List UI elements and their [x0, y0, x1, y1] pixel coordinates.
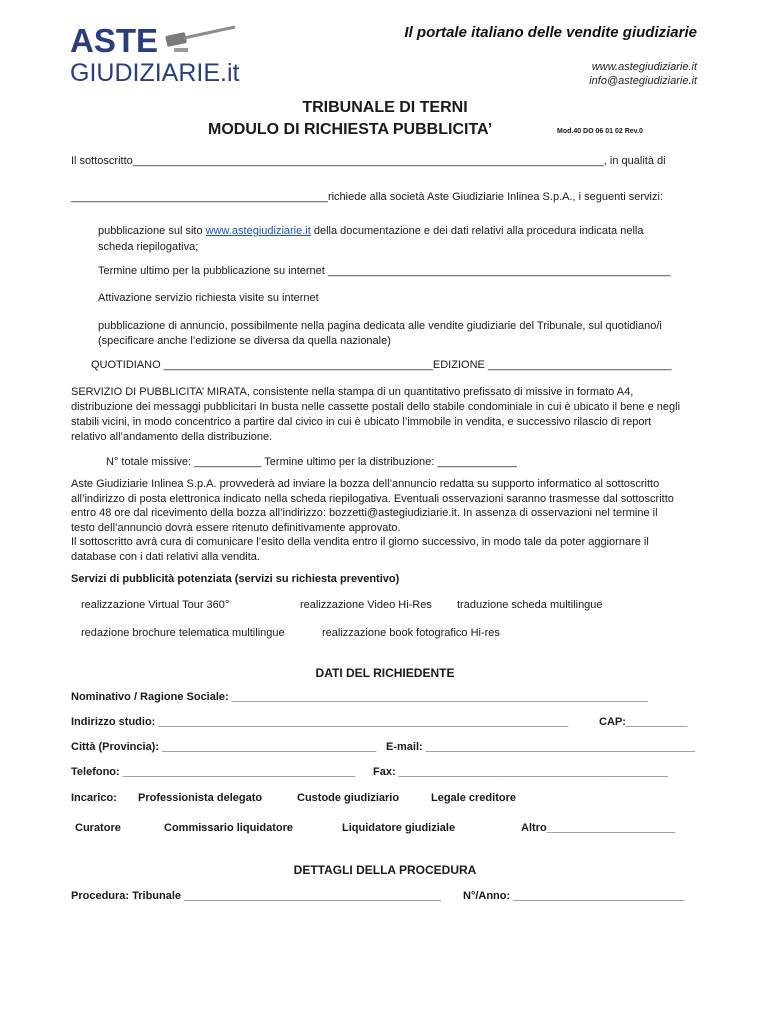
notice-line-5: Il sottoscritto avrà cura di comunicare l’esito della vendita entro il giorno successivo, in modo tale da poter aggiornare il: [71, 536, 649, 548]
service-newspaper-ad[interactable]: pubblicazione di annuncio, possibilmente nella pagina dedicata alle vendite giudiziarie del Tribunale, sul quotidiano/i: [98, 320, 662, 332]
service-website-line2: scheda riepilogativa;: [98, 241, 199, 253]
role-altro-field[interactable]: Altro_____________________: [521, 822, 676, 834]
service-website-publication[interactable]: [98, 224, 698, 239]
enhanced-services-heading: Servizi di pubblicità potenziata (servizi su richiesta preventivo): [71, 573, 400, 585]
court-title: TRIBUNALE DI TERNI: [302, 99, 468, 116]
role-liquidatore-giudiziale[interactable]: Liquidatore giudiziale: [342, 822, 456, 834]
contact-block: [589, 60, 697, 88]
applicant-heading: DATI DEL RICHIEDENTE: [315, 666, 455, 680]
city-field[interactable]: Città (Provincia): ___________________________________: [71, 741, 377, 753]
website-link[interactable]: www.astegiudiziarie.it: [591, 61, 697, 73]
role-legale-creditore[interactable]: Legale creditore: [431, 792, 516, 804]
role-professionista-delegato[interactable]: Professionista delegato: [138, 792, 263, 804]
notice-line-4: testo dell’annuncio dovrà essere ritenuto definitivamente approvato.: [71, 521, 401, 534]
number-year-field[interactable]: N°/Anno: ____________________________: [463, 890, 685, 902]
email-link[interactable]: info@astegiudiziarie.it: [589, 75, 697, 87]
site-link[interactable]: www.astegiudiziarie.it: [205, 225, 311, 237]
option-video-hires[interactable]: realizzazione Video Hi-Res: [300, 599, 432, 611]
service-visit-requests[interactable]: Attivazione servizio richiesta visite su internet: [98, 292, 319, 304]
option-virtual-tour[interactable]: realizzazione Virtual Tour 360°: [81, 599, 230, 611]
role-commissario-liquidatore[interactable]: Commissario liquidatore: [164, 822, 293, 834]
form-reference: Mod.40 DO 06 01 02 Rev.0: [557, 128, 643, 135]
email-field[interactable]: E-mail: ____________________________________________: [386, 741, 695, 753]
notice-line-3: entro 48 ore dal ricevimento della bozza all’indirizzo: bozzetti@astegiudiziarie.it. In assenza di osservazioni nel termine il: [71, 507, 658, 519]
mirata-line-1: SERVIZIO DI PUBBLICITA’ MIRATA, consistente nella stampa di un quantitativo prefissato di missive in formato A4,: [71, 386, 634, 398]
intro-line-2: __________________________________________richiede alla società Aste Giudiziarie Inlinea S.p.A., i seguenti servizi:: [71, 191, 664, 203]
mirata-line-3: stabili vicini, in modo concentrico a partire dal civico in cui è ubicato l’immobile in vendita, e successivo rilascio di report: [71, 416, 652, 428]
service-text-pre: pubblicazione sul sito: [98, 225, 203, 237]
notice-line-2: all’indirizzo di posta elettronica indicato nella scheda riepilogativa. Eventuali osservazioni saranno trasmesse dal sottoscritto: [71, 492, 674, 505]
option-translation[interactable]: traduzione scheda multilingue: [457, 599, 603, 611]
role-label: Incarico:: [71, 792, 117, 804]
intro-line-1: Il sottoscritto_____________________________________________________________________________, in qualità di: [71, 155, 666, 167]
gavel-icon: [165, 27, 235, 52]
notice-line-6: database con i dati relativi alla vendita.: [71, 550, 260, 563]
logo-line1: ASTE: [70, 22, 159, 59]
portal-tagline: Il portale italiano delle vendite giudiziarie: [404, 24, 697, 41]
name-field[interactable]: Nominativo / Ragione Sociale: ____________________________________________________________________: [71, 691, 648, 703]
service-newspaper-note: (specificare anche l’edizione se diversa da quella nazionale): [98, 335, 391, 347]
targeted-advertising-service[interactable]: [71, 385, 701, 445]
notice-paragraph: [71, 477, 701, 564]
mirata-line-4: relativo all’andamento della distribuzione.: [71, 431, 273, 443]
option-photo-book[interactable]: realizzazione book fotografico Hi-res: [322, 627, 500, 639]
missives-total-field[interactable]: N° totale missive: ___________ Termine ultimo per la distribuzione: _____________: [106, 456, 517, 468]
cap-field[interactable]: CAP:__________: [599, 716, 688, 728]
option-brochure[interactable]: redazione brochure telematica multilingue: [81, 627, 285, 639]
role-curatore[interactable]: Curatore: [75, 822, 121, 834]
procedure-heading: DETTAGLI DELLA PROCEDURA: [293, 863, 477, 877]
notice-line-1: Aste Giudiziarie Inlinea S.p.A. provvederà ad inviare la bozza dell’annuncio redatta su supporto informatico al sottoscritto: [71, 478, 660, 490]
aste-giudiziarie-logo: [70, 22, 250, 86]
logo-line2: GIUDIZIARIE.it: [70, 59, 240, 86]
service-deadline-internet[interactable]: Termine ultimo per la pubblicazione su internet ________________________________________________________: [98, 265, 671, 277]
fax-field[interactable]: Fax: ____________________________________________: [373, 766, 668, 778]
tribunal-field[interactable]: Procedura: Tribunale __________________________________________: [71, 890, 442, 902]
form-title: MODULO DI RICHIESTA PUBBLICITA’: [208, 121, 493, 138]
phone-field[interactable]: Telefono: ______________________________________: [71, 766, 356, 778]
mirata-line-2: distribuzione dei messaggi pubblicitari In busta nelle cassette postali dello stabile condominiale in cui è ubicato il bene e negli: [71, 401, 681, 413]
newspaper-edition-field[interactable]: QUOTIDIANO ____________________________________________EDIZIONE ______________________________: [91, 359, 672, 371]
service-text-post: della documentazione e dei dati relativi alla procedura indicata nella: [313, 225, 644, 237]
role-custode-giudiziario[interactable]: Custode giudiziario: [297, 792, 400, 804]
address-field[interactable]: Indirizzo studio: ___________________________________________________________________: [71, 716, 569, 728]
